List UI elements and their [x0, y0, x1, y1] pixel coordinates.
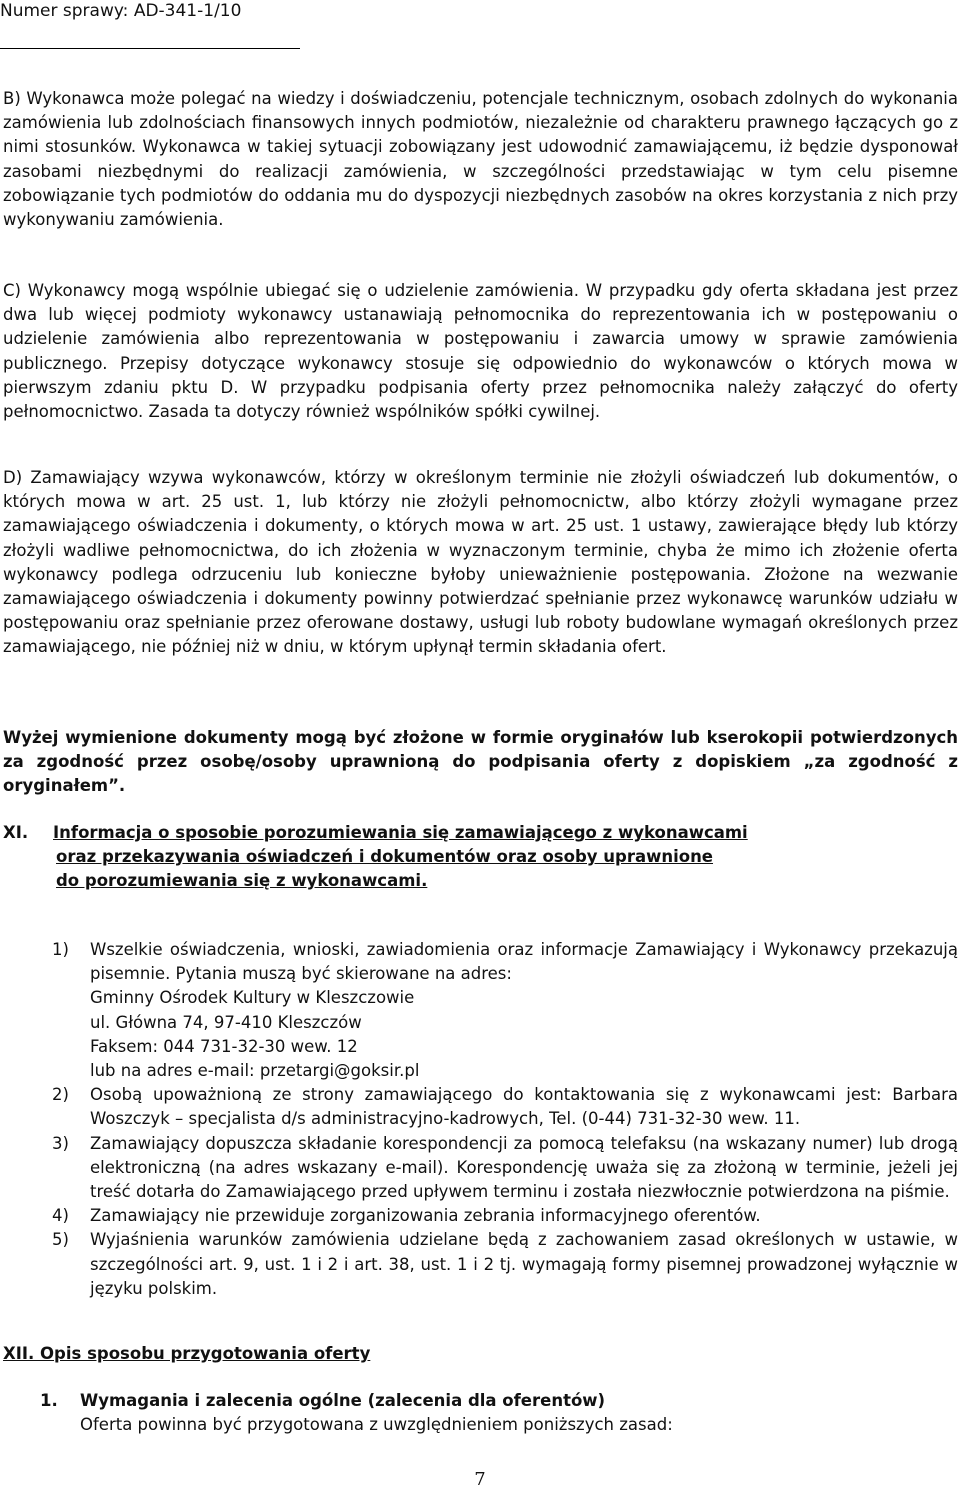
paragraph-d: D) Zamawiający wzywa wykonawców, którzy w określonym terminie nie złożyli oświadczeń lub dokumentów, o których mowa w art. 25 ust. 1, lub którzy nie złożyli pełnomocnictw, albo którzy złożyli wymagane przez zamawiającego oświadczenia i dokumenty, o których mowa w art. 25 ust. 1 ustawy, zawierające błędy lub którzy złożyli wadliwe pełnomocnictwa, do ich złożenia w wyznaczonym terminie, chyba że mimo ich złożenie oferta wykonawcy podlega odrzuceniu lub konieczne byłoby unieważnienie postępowania. Złożone na wezwanie zamawiającego oświadczenia i dokumenty powinny potwierdzać spełnianie przez wykonawcę warunków udziału w postępowaniu oraz spełnianie przez oferowane dostawy, usługi lub roboty budowlane wymagań określonych przez zamawiającego, nie później niż w dniu, w którym upłynął termin składania ofert.: [3, 468, 958, 657]
list-item-number: 4): [52, 1206, 69, 1226]
subsection-title: Wymagania i zalecenia ogólne (zalecenia dla oferentów): [80, 1391, 606, 1410]
subsection-number: 1.: [40, 1391, 58, 1410]
section-xii-subsection: [40, 1389, 958, 1437]
address-line: ul. Główna 74, 97-410 Kleszczów: [90, 1012, 362, 1032]
list-item: [0, 1228, 958, 1301]
list-item: [0, 1132, 958, 1205]
list-item: [0, 1083, 958, 1131]
fax-line: Faksem: 044 731-32-30 wew. 12: [90, 1036, 358, 1056]
section-xi-list: [0, 938, 958, 1301]
address-line: Gminny Ośrodek Kultury w Kleszczowie: [90, 988, 415, 1008]
email-line: lub na adres e-mail: przetargi@goksir.pl: [90, 1061, 420, 1081]
list-item-text: Zamawiający dopuszcza składanie korespondencji za pomocą telefaksu (na wskazany numer) lub drogą elektroniczną (na adres wskazany e-mail). Korespondencję uważa się za złożoną w terminie, jeżeli jej treść dotarła do Zamawiającego przed upływem terminu i została niezwłocznie potwierdzona na piśmie.: [90, 1133, 958, 1202]
page-number: 7: [474, 1469, 486, 1490]
list-item: [0, 938, 958, 1083]
header-divider: [0, 48, 300, 49]
section-xi-title-line3: do porozumiewania się z wykonawcami.: [56, 871, 428, 891]
list-item-text: Osobą upoważnioną ze strony zamawiającego do kontaktowania się z wykonawcami jest: Barbara Woszczyk – specjalista d/s administracyjno-kadrowych, Tel. (0-44) 731-32-30 wew. 11.: [90, 1085, 958, 1129]
list-item-number: 1): [52, 940, 69, 959]
case-number-header: Numer sprawy: AD-341-1/10: [0, 1, 242, 21]
list-item-number: 2): [52, 1085, 69, 1105]
bold-note-paragraph: Wyżej wymienione dokumenty mogą być złożone w formie oryginałów lub kserokopii potwierdzonych za zgodność przez osobę/osoby uprawnioną do podpisania oferty z dopiskiem „za zgodność z oryginałem”.: [3, 728, 958, 796]
paragraph-c: C) Wykonawcy mogą wspólnie ubiegać się o udzielenie zamówienia. W przypadku gdy oferta składana jest przez dwa lub więcej podmioty wykonawcy ustanawiają pełnomocnika do reprezentowania ich w postępowaniu o udzielenie zamówienia albo reprezentowania w postępowaniu i zawarcia umowy w sprawie zamówienia publicznego. Przepisy dotyczące wykonawcy stosuje się odpowiednio do wykonawców o których mowa w pierwszym zdaniu pktu D. W przypadku podpisania oferty przez pełnomocnika należy załączyć do oferty pełnomocnictwo. Zasada ta dotyczy również wspólników spółki cywilnej.: [3, 281, 958, 422]
section-xi-title-line1: Informacja o sposobie porozumiewania się zamawiającego z wykonawcami: [53, 823, 748, 842]
section-xii-heading: XII. Opis sposobu przygotowania oferty: [3, 1344, 371, 1363]
list-item-text: Zamawiający nie przewiduje zorganizowania zebrania informacyjnego oferentów.: [90, 1206, 761, 1226]
section-xi-heading: [3, 821, 958, 894]
list-item-number: 3): [52, 1133, 69, 1153]
list-item-text: Wyjaśnienia warunków zamówienia udzielane będą z zachowaniem zasad określonych w ustawie, w szczególności art. 9, ust. 1 i 2 i art. 38, ust. 1 i 2 tj. wymagają formy pisemnej prowadzonej wyłącznie w języku polskim.: [90, 1230, 958, 1298]
list-item-number: 5): [52, 1230, 69, 1250]
section-xi-title-line2: oraz przekazywania oświadczeń i dokumentów oraz osoby uprawnione: [56, 847, 714, 867]
subsection-description: Oferta powinna być przygotowana z uwzględnieniem poniższych zasad:: [80, 1415, 673, 1435]
paragraph-b: B) Wykonawca może polegać na wiedzy i doświadczeniu, potencjale technicznym, osobach zdolnych do wykonania zamówienia lub zdolnościach finansowych innych podmiotów, niezależnie od charakteru prawnego łączących go z nimi stosunków. Wykonawca w takiej sytuacji zobowiązany jest udowodnić zamawiającemu, iż będzie dysponował zasobami niezbędnymi do realizacji zamówienia, w szczególności przedstawiając w tym celu pisemne zobowiązanie tych podmiotów do oddania mu do dyspozycji niezbędnych zasobów na okres korzystania z nich przy wykonywaniu zamówienia.: [3, 89, 958, 230]
section-xi-number: XI.: [3, 823, 29, 842]
list-item: [0, 1204, 958, 1228]
list-item-text: Wszelkie oświadczenia, wnioski, zawiadomienia oraz informacje Zamawiający i Wykonawcy przekazują pisemnie. Pytania muszą być skierowane na adres:: [90, 940, 958, 984]
